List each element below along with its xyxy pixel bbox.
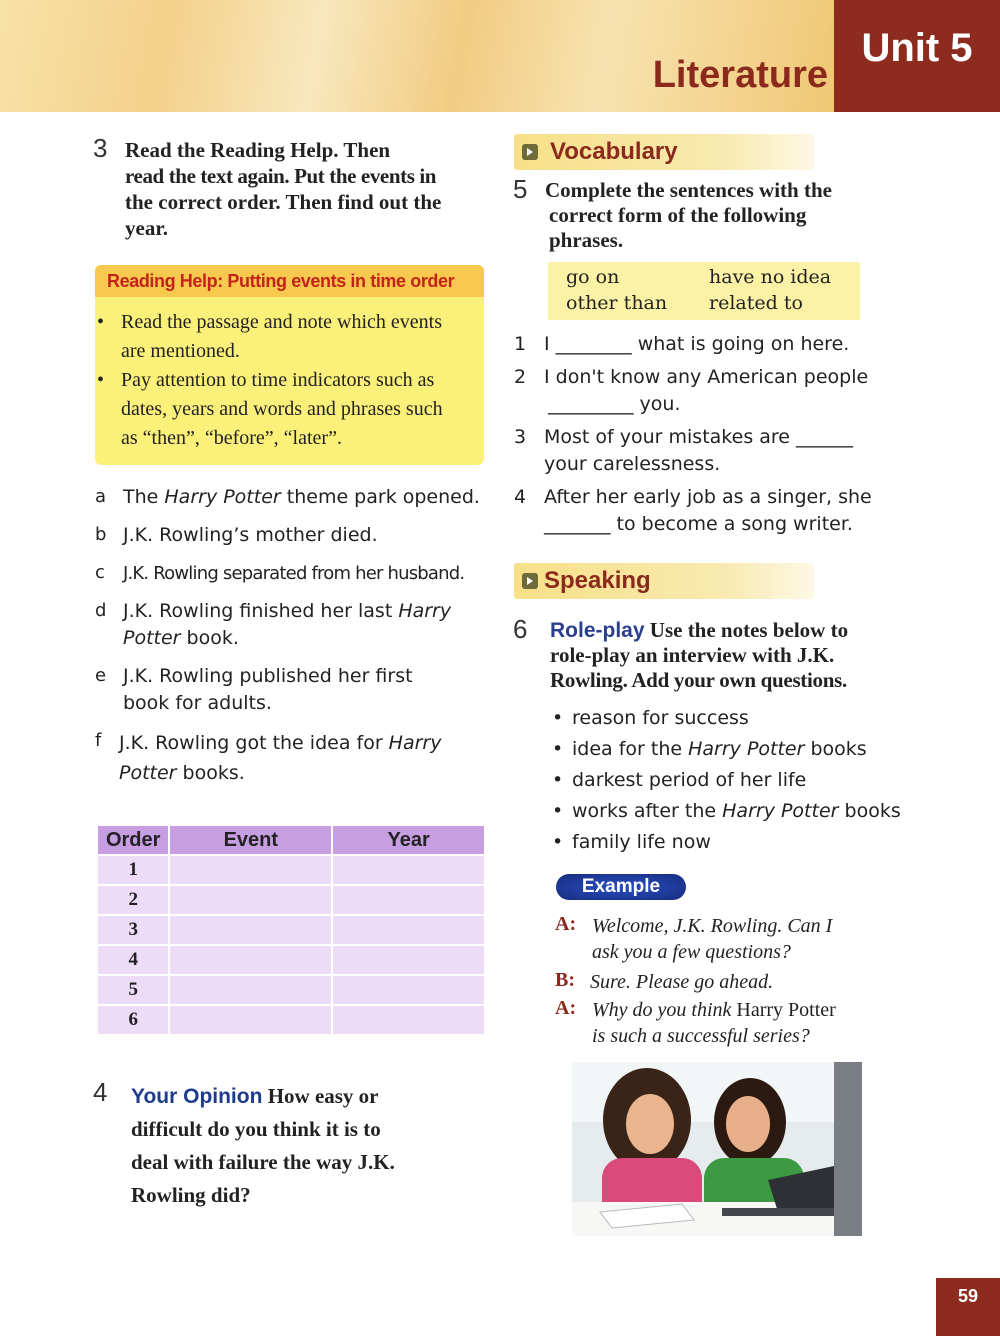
photo-illustration	[572, 1062, 862, 1236]
speaker-label: A:	[555, 997, 577, 1019]
item-text	[544, 424, 853, 478]
instruction-line: Read the Reading Help. Then	[125, 138, 391, 162]
instruction-line: year.	[125, 216, 168, 240]
question-6-instructions	[550, 618, 910, 693]
bullet-line: dates, years and words and phrases such	[121, 398, 443, 420]
event-cell[interactable]	[170, 914, 333, 944]
order-table	[98, 826, 484, 1034]
vocabulary-section-header	[514, 134, 814, 170]
item-text-part: Most of your mistakes are	[544, 426, 797, 448]
bullet-line: Pay attention to time indicators such as	[121, 369, 435, 391]
prompt-line: Rowling did?	[131, 1183, 251, 1207]
speaker-label: A:	[555, 913, 577, 935]
list-item	[552, 765, 912, 796]
event-text	[119, 728, 441, 788]
role-play-label: Role-play	[550, 619, 645, 642]
list-item	[95, 484, 495, 522]
item-number: 1	[514, 333, 527, 355]
notes-list	[552, 703, 912, 858]
instruction-line: the correct order. Then find out the	[125, 190, 442, 214]
event-text-part: J.K. Rowling published her first	[123, 665, 413, 687]
list-item	[552, 703, 912, 734]
event-text-part: books.	[176, 762, 245, 784]
bullet-line: as “then”, “before”, “later”.	[121, 427, 342, 449]
bullet-line: are mentioned.	[121, 340, 240, 362]
instruction-line: role-play an interview with J.K.	[550, 643, 835, 667]
answer-blank[interactable]: _________	[548, 393, 634, 415]
question-3-instructions	[125, 137, 485, 241]
event-title-italic: Harry Potter	[164, 486, 281, 508]
table-row	[98, 1004, 484, 1034]
list-item	[552, 827, 912, 858]
dialogue-line	[555, 969, 905, 997]
dialogue-text	[592, 913, 832, 965]
event-text-part: theme park opened.	[280, 486, 480, 508]
column-header: Event	[170, 826, 333, 854]
dialogue-line	[555, 997, 905, 1053]
event-text	[123, 598, 451, 652]
dialogue-text-line: Welcome, J.K. Rowling. Can I	[592, 915, 833, 937]
instruction-line: Rowling. Add your own questions.	[550, 668, 847, 692]
phrase-box	[548, 262, 860, 320]
list-item	[514, 484, 884, 544]
order-cell: 2	[98, 884, 170, 914]
list-item	[95, 522, 495, 560]
event-text-part: J.K. Rowling got the idea for	[119, 732, 389, 754]
event-text-part: The	[123, 486, 165, 508]
event-text-part: book.	[180, 627, 239, 649]
event-title-italic: Harry	[398, 600, 452, 622]
column-header: Year	[333, 826, 484, 854]
unit-label: Unit 5	[834, 0, 1000, 112]
item-text	[544, 484, 872, 538]
event-text: J.K. Rowling’s mother died.	[123, 524, 378, 546]
photo-two-girls	[572, 1062, 862, 1236]
event-title-italic: Potter	[123, 627, 181, 649]
item-text-part: I	[544, 333, 556, 355]
section-title: Speaking	[544, 567, 651, 594]
year-cell[interactable]	[333, 854, 484, 884]
order-cell: 5	[98, 974, 170, 1004]
item-text-part: you.	[633, 393, 681, 415]
list-item	[95, 663, 495, 728]
speaking-section-header	[514, 563, 814, 599]
event-text	[123, 484, 480, 511]
bullet-dot: •	[97, 311, 105, 333]
example-dialogue	[555, 913, 905, 1053]
list-item	[95, 560, 495, 598]
event-letter: a	[95, 486, 107, 507]
phrase: go on	[566, 266, 620, 288]
vocabulary-items	[514, 331, 884, 544]
instruction-line: phrases.	[549, 228, 624, 252]
note-text: family life now	[572, 831, 711, 853]
year-cell[interactable]	[333, 1004, 484, 1034]
year-cell[interactable]	[333, 944, 484, 974]
phrase: other than	[566, 292, 668, 314]
instruction-line: correct form of the following	[549, 203, 807, 227]
question-5-instructions	[545, 178, 885, 253]
page-number: 59	[936, 1278, 1000, 1336]
item-text-part: to become a song writer.	[610, 513, 853, 535]
item-text-part: what is going on here.	[631, 333, 850, 355]
order-cell: 4	[98, 944, 170, 974]
bullet-dot: •	[552, 738, 564, 760]
event-title-italic: Potter	[119, 762, 177, 784]
event-cell[interactable]	[170, 854, 333, 884]
book-title: Harry Potter	[736, 999, 836, 1021]
instruction-line: read the text again. Put the events in	[125, 164, 437, 188]
note-text: works after the	[572, 800, 723, 822]
prompt-line: deal with failure the way J.K.	[131, 1150, 395, 1174]
event-cell[interactable]	[170, 974, 333, 1004]
list-item	[514, 424, 884, 484]
list-item	[95, 728, 495, 793]
event-letter: e	[95, 665, 107, 686]
note-text: reason for success	[572, 707, 749, 729]
bullet-dot: •	[552, 831, 564, 853]
table-row	[98, 974, 484, 1004]
note-text: darkest period of her life	[572, 769, 807, 791]
event-list	[95, 484, 495, 793]
bullet-dot: •	[552, 769, 564, 791]
bullet-dot: •	[552, 800, 564, 822]
question-4-prompt	[131, 1080, 491, 1212]
note-title-italic: Harry Potter	[688, 738, 805, 760]
order-cell: 3	[98, 914, 170, 944]
table-row	[98, 854, 484, 884]
year-cell[interactable]	[333, 974, 484, 1004]
note-title-italic: Harry Potter	[722, 800, 839, 822]
bullet-line: Read the passage and note which events	[121, 311, 443, 333]
table-row	[98, 884, 484, 914]
event-letter: c	[95, 562, 105, 583]
table-header-row	[98, 826, 484, 854]
item-text-part: After her early job as a singer, she	[544, 486, 872, 508]
chapter-title: Literature	[652, 54, 828, 96]
item-number: 2	[514, 366, 527, 388]
list-item	[95, 598, 495, 663]
dialogue-text-line: ask you a few questions?	[592, 941, 791, 963]
speaker-label: B:	[555, 969, 575, 991]
dialogue-text	[592, 997, 836, 1049]
dialogue-text-line: is such a successful series?	[592, 1025, 810, 1047]
list-item	[514, 364, 884, 424]
item-text	[544, 331, 849, 358]
section-title: Vocabulary	[550, 138, 678, 165]
bullet-dot: •	[552, 707, 564, 729]
question-number: 3	[93, 133, 108, 163]
item-text-part: your carelessness.	[544, 453, 721, 475]
answer-blank[interactable]: _______	[544, 513, 611, 535]
order-cell: 1	[98, 854, 170, 884]
question-number: 4	[93, 1077, 108, 1107]
dialogue-text-part: Why do you think	[592, 999, 737, 1021]
prompt-line: How easy or	[267, 1084, 379, 1108]
table-row	[98, 944, 484, 974]
event-cell[interactable]	[170, 884, 333, 914]
answer-blank[interactable]: ______	[796, 426, 854, 448]
order-cell: 6	[98, 1004, 170, 1034]
note-text: books	[838, 800, 901, 822]
list-item	[552, 796, 912, 827]
event-cell[interactable]	[170, 944, 333, 974]
opinion-label: Your Opinion	[131, 1085, 263, 1108]
event-cell[interactable]	[170, 1004, 333, 1034]
reading-help-title: Reading Help: Putting events in time order	[95, 265, 484, 297]
play-icon	[522, 573, 538, 589]
list-item	[514, 331, 884, 364]
list-item	[552, 734, 912, 765]
item-number: 3	[514, 426, 527, 448]
event-title-italic: Harry	[388, 732, 442, 754]
phrase: related to	[709, 292, 803, 314]
question-number: 6	[513, 614, 528, 644]
answer-blank[interactable]: ________	[555, 333, 632, 355]
event-text: J.K. Rowling separated from her husband.	[123, 563, 465, 584]
bullet-dot: •	[97, 369, 105, 391]
note-text: idea for the	[572, 738, 689, 760]
question-number: 5	[513, 174, 528, 204]
event-letter: f	[95, 730, 102, 751]
event-letter: d	[95, 600, 107, 621]
event-letter: b	[95, 524, 107, 545]
example-badge: Example	[556, 874, 686, 900]
year-cell[interactable]	[333, 914, 484, 944]
item-number: 4	[514, 486, 527, 508]
item-text	[544, 364, 868, 418]
event-text-part: book for adults.	[123, 692, 272, 714]
instruction-line: Use the notes below to	[649, 618, 849, 642]
note-text: books	[804, 738, 867, 760]
dialogue-line	[555, 913, 905, 969]
play-icon	[522, 144, 538, 160]
prompt-line: difficult do you think it is to	[131, 1117, 381, 1141]
dialogue-text: Sure. Please go ahead.	[590, 971, 774, 993]
item-text-part: I don't know any American people	[544, 366, 869, 388]
phrase: have no idea	[709, 266, 832, 288]
year-cell[interactable]	[333, 884, 484, 914]
instruction-line: Complete the sentences with the	[545, 178, 832, 202]
reading-help-bullet	[97, 308, 487, 453]
column-header: Order	[98, 826, 170, 854]
table-row	[98, 914, 484, 944]
event-text-part: J.K. Rowling finished her last	[123, 600, 399, 622]
event-text	[123, 663, 413, 717]
